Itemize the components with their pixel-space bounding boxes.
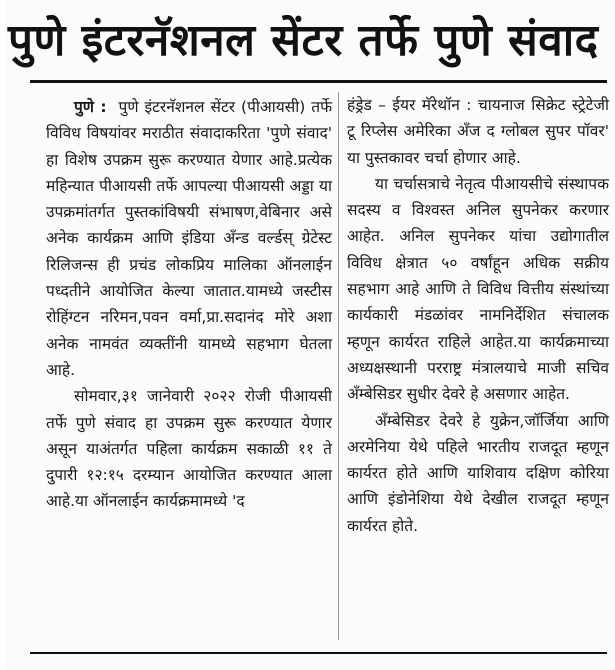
article-paragraph-4: या चर्चासत्राचे नेतृत्व पीआयसीचे संस्थापक सदस्य व विश्वस्त अनिल सुपनेकर करणार आहेत. अनिल सुपनेकर यांचा उद्योगातील विविध क्षेत्रात ५० वर्षांहून अधिक सक्रीय सहभाग आहे आणि ते विविध वित्तीय संस्थांच्या कार्यकारी मंडळांवर नामनिर्देशित संचालक म्हणून कार्यरत राहिले आहेत.या कार्यक्रमाच्या अध्यक्षस्थानी परराष्ट्र मंत्रालयाचे माजी सचिव अँम्बेसिडर सुधीर देवरे हे असणार आहेत. xyxy=(347,174,609,404)
headline-rule xyxy=(30,80,607,83)
article-column-right xyxy=(347,92,609,539)
bottom-rule xyxy=(30,652,607,654)
paragraph-text: पुणे इंटरनॅशनल सेंटर (पीआयसी) तर्फे विविध विषयांवर मराठीत संवादाकरिता 'पुणे संवाद' हा विशेष उपक्रम सुरू करण्यात येणार आहे.प्रत्येक महिन्यात पीआयसी तर्फे आपल्या पीआयसी अड्डा या उपक्रमांतर्गत पुस्तकांविषयी संभाषण,वेबिनार असे अनेक कार्यक्रम आणि इंडिया अँन्ड वर्ल्डस् ग्रेटेस्ट रिलिजन्स ही प्रचंड लोकप्रिय मालिका ऑनलाईन पध्दतीने आयोजित केल्या जातात.यामध्ये जस्टीस रोहिंग्टन नरिमन,पवन वर्मा,प्रा.सदानंद मोरे अशा अनेक नामवंत व्यक्तींनी यामध्ये सहभाग घेतला आहे. xyxy=(46,98,333,379)
headline-area xyxy=(8,6,608,80)
article-paragraph-5: अँम्बेसिडर देवरे हे युक्रेन,जॉर्जिया आणि अरमेनिया येथे पहिले भारतीय राजदूत म्हणून कार्यरत होते आणि याशिवाय दक्षिण कोरिया आणि इंडोनेशिया येथे देखील राजदूत म्हणून कार्यरत होते. xyxy=(347,411,609,535)
scan-edge xyxy=(0,0,6,670)
article-paragraph-1 xyxy=(46,94,332,383)
dateline: पुणे : xyxy=(74,98,107,116)
headline: पुणे इंटरनॅशनल सेंटर तर्फे पुणे संवाद xyxy=(8,15,599,66)
article-paragraph-2: सोमवार,३१ जानेवारी २०२२ रोजी पीआयसी तर्फे पुणे संवाद हा उपक्रम सुरू करण्यात येणार असून याअंतर्गत पहिला कार्यक्रम सकाळी ११ ते दुपारी १२:१५ दरम्यान आयोजित करण्यात आला आहे.या ऑनलाईन कार्यक्रमामध्ये 'द xyxy=(46,387,332,511)
column-divider xyxy=(338,92,339,640)
article-column-left xyxy=(46,94,332,515)
article-paragraph-3: हंड्रेड – ईयर मॅरेथॉन : चायनाज सिक्रेट स्ट्रेटेजी टू रिप्लेस अमेरिका अँज द ग्लोबल सुपर पॉवर' या पुस्तकावर चर्चा होणार आहे. xyxy=(347,96,609,167)
